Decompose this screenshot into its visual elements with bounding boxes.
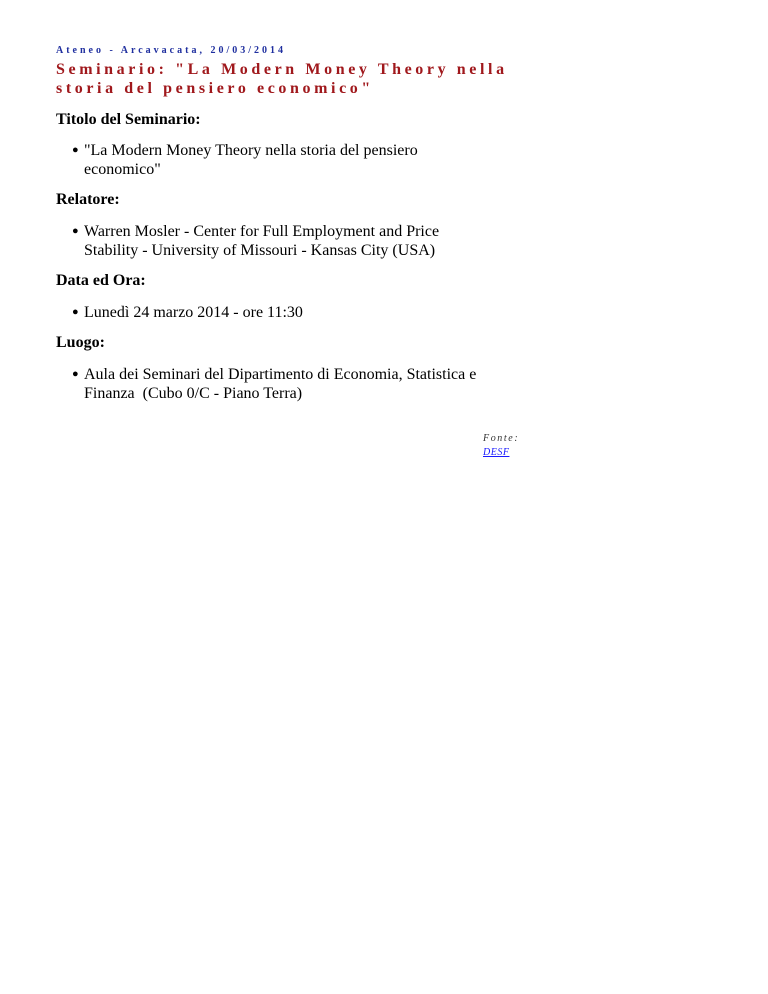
section-luogo bbox=[56, 333, 536, 403]
list-item-line-1: "La Modern Money Theory nella storia del pensiero bbox=[84, 142, 418, 159]
list-item-line-1: Aula dei Seminari del Dipartimento di Economia, Statistica e bbox=[84, 366, 477, 383]
list-item-line-2: economico" bbox=[84, 161, 161, 178]
list-item bbox=[72, 141, 536, 179]
source-credit bbox=[483, 432, 536, 460]
section-heading: Data ed Ora: bbox=[56, 272, 146, 289]
list-item-line-2: Stability - University of Missouri - Kansas City (USA) bbox=[84, 242, 436, 259]
section-heading: Luogo: bbox=[56, 334, 105, 351]
section-list bbox=[56, 141, 536, 179]
list-item-line-1: Lunedì 24 marzo 2014 - ore 11:30 bbox=[84, 304, 303, 321]
section-data-ora bbox=[56, 271, 536, 322]
list-item-line-2: Finanza (Cubo 0/C - Piano Terra) bbox=[84, 385, 303, 402]
section-heading: Relatore: bbox=[56, 191, 120, 208]
source-link[interactable]: DESF bbox=[483, 447, 510, 458]
source-label: Fonte: bbox=[483, 433, 520, 444]
page-title bbox=[56, 60, 536, 98]
list-item-line-1: Warren Mosler - Center for Full Employment and Price bbox=[84, 223, 440, 240]
page-title-line-2: storia del pensiero economico" bbox=[56, 80, 374, 97]
bullet-icon: ● bbox=[72, 225, 79, 237]
list-item bbox=[72, 303, 536, 322]
section-heading: Titolo del Seminario: bbox=[56, 111, 201, 128]
news-page bbox=[56, 0, 536, 458]
section-list bbox=[56, 303, 536, 322]
section-list bbox=[56, 222, 536, 260]
section-relatore bbox=[56, 190, 536, 260]
section-list bbox=[56, 365, 536, 403]
page-title-line-1: Seminario: "La Modern Money Theory nella bbox=[56, 61, 508, 78]
list-item bbox=[72, 222, 536, 260]
list-item bbox=[72, 365, 536, 403]
bullet-icon: ● bbox=[72, 306, 79, 318]
dateline: Ateneo - Arcavacata, 20/03/2014 bbox=[56, 45, 287, 56]
bullet-icon: ● bbox=[72, 368, 79, 380]
bullet-icon: ● bbox=[72, 144, 79, 156]
section-titolo bbox=[56, 110, 536, 179]
